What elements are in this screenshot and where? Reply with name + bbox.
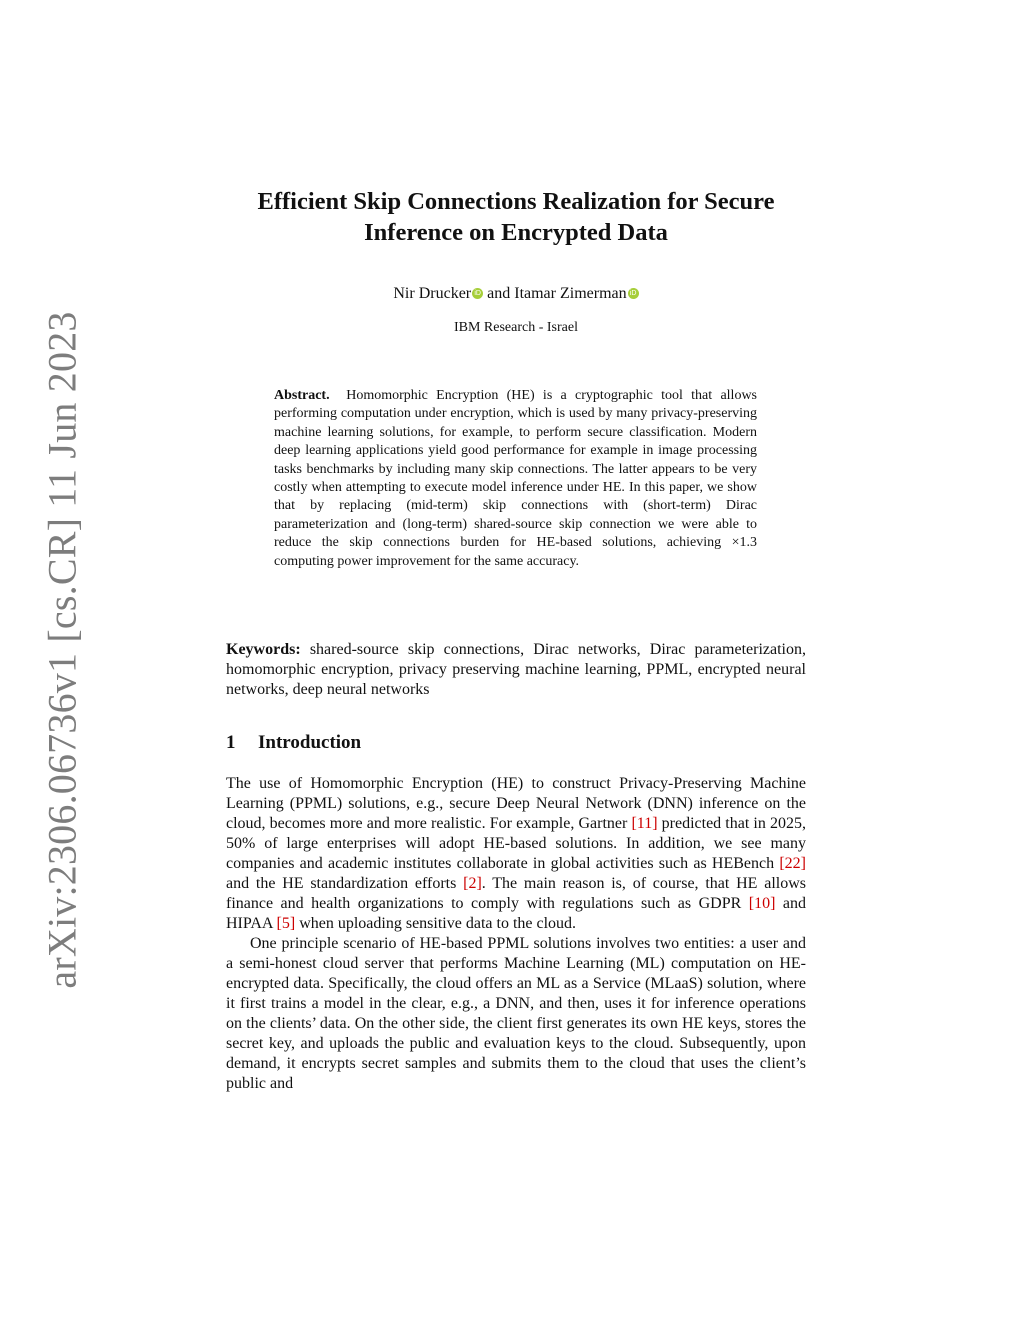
section-number: 1 xyxy=(226,732,236,753)
citation-link[interactable]: [2] xyxy=(463,875,482,892)
abstract-text: Homomorphic Encryption (HE) is a cryptographic tool that allows performing computation under encryption, which is used by many privacy-preserving machine learning solutions, for example, to perform secure classification. Modern deep learning applications yield good performance for example in image processing tasks benchmarks by including many skip connections. The latter appears to be very costly when attempting to execute model inference under HE. In this paper, we show that by replacing (mid-term) skip connections with (short-term) Dirac parameterization and (long-term) shared-source skip connection we were able to reduce the skip connections burden for HE-based solutions, achieving ×1.3 computing power improvement for the same accuracy. xyxy=(274,388,757,569)
abstract xyxy=(274,387,757,571)
paragraph-text: when uploading sensitive data to the cloud. xyxy=(295,915,577,932)
title-line-2: Inference on Encrypted Data xyxy=(364,219,668,246)
introduction-body xyxy=(226,774,806,1094)
orcid-icon[interactable]: iD xyxy=(472,288,483,299)
paragraph xyxy=(226,774,806,934)
author-name: Itamar Zimerman xyxy=(514,285,627,302)
paragraph: One principle scenario of HE-based PPML solutions involves two entities: a user and a semi-honest cloud server that performs Machine Learning (ML) computation on HE-encrypted data. Specifically, the cloud offers an ML as a Service (MLaaS) solution, where it first trains a model in the clear, e.g., a DNN, and then, uses it for inference operations on the clients’ data. On the other side, the client first generates its own HE keys, stores the secret key, and uploads the public and evaluation keys to the cloud. Subsequently, upon demand, it encrypts secret samples and submits them to the cloud that uses the client’s public and xyxy=(226,935,806,1092)
paragraph-text: and the HE standardization efforts xyxy=(226,875,464,892)
keywords-text: shared-source skip connections, Dirac networks, Dirac parameterization, homomorphic encryption, privacy preserving machine learning, PPML, encrypted neural networks, deep neural networks xyxy=(226,641,806,698)
orcid-icon[interactable]: iD xyxy=(628,288,639,299)
keywords xyxy=(226,640,806,700)
title-line-1: Efficient Skip Connections Realization for Secure xyxy=(257,188,775,215)
affiliation: IBM Research - Israel xyxy=(453,320,578,335)
section-heading xyxy=(226,731,806,755)
author-list xyxy=(226,284,806,304)
citation-link[interactable]: [5] xyxy=(276,915,296,932)
citation-link[interactable]: [22] xyxy=(779,855,806,872)
author-separator: and xyxy=(483,285,515,302)
paragraph-text: . The main reason is, of course, that HE allows finance and health organizations to comply with regulations such as GDPR xyxy=(226,875,807,912)
citation-link[interactable]: [11] xyxy=(631,815,658,832)
citation-link[interactable]: [10] xyxy=(748,895,776,912)
section-title: Introduction xyxy=(258,732,362,753)
author-name: Nir Drucker xyxy=(393,285,472,302)
paragraph-text: The use of Homomorphic Encryption (HE) to construct Privacy-Preserving Machine Learning (PPML) solutions, e.g., secure Deep Neural Network (DNN) inference on the cloud, becomes more and more realistic. For example, Gartner xyxy=(226,775,806,832)
paragraph-text: and HIPAA xyxy=(226,895,806,932)
arxiv-identifier-stamp: arXiv:2306.06736v1 [cs.CR] 11 Jun 2023 xyxy=(39,311,85,989)
keywords-label: Keywords: xyxy=(226,641,301,658)
abstract-label: Abstract. xyxy=(274,388,330,403)
paper-title xyxy=(226,186,806,248)
paragraph-text: predicted that in 2025, 50% of large enterprises will adopt HE-based solutions. In addition, we see many companies and academic institutes collaborate in global activities such as HEBench xyxy=(226,815,807,872)
